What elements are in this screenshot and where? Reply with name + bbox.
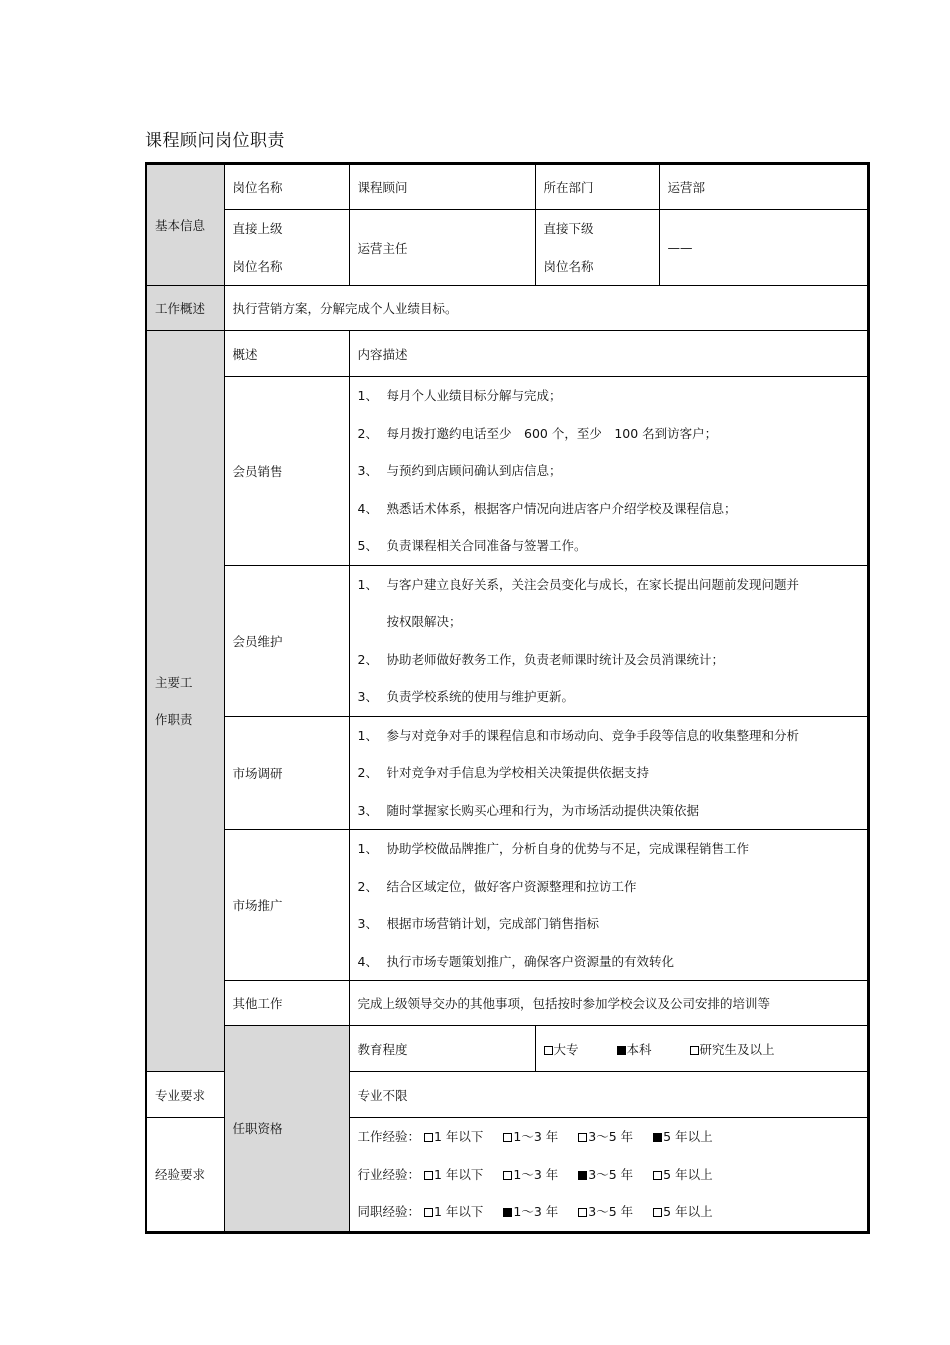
label-direct-superior bbox=[224, 210, 349, 286]
duty-item: 2、 每月拨打邀约电话至少 600 个，至少 100 名到访客户； bbox=[357, 425, 718, 441]
label-line: 直接下级 bbox=[543, 221, 594, 236]
duty-item: 1、 与客户建立良好关系，关注会员变化与成长，在家长提出问题前发现问题并 bbox=[357, 576, 800, 592]
overview-row bbox=[146, 286, 868, 331]
option-experience[interactable]: 3～5 年 bbox=[578, 1118, 633, 1156]
option-experience[interactable]: 1～3 年 bbox=[503, 1118, 558, 1156]
duty-group-label: 市场推广 bbox=[224, 830, 349, 981]
duty-item: 1、 每月个人业绩目标分解与完成； bbox=[357, 388, 562, 403]
checkbox-icon bbox=[424, 1133, 433, 1142]
duty-item: 3、 与预约到店顾问确认到店信息； bbox=[357, 463, 562, 478]
checkbox-icon bbox=[503, 1208, 512, 1217]
checkbox-icon bbox=[653, 1171, 662, 1180]
duty-group-items bbox=[349, 830, 868, 981]
education-options bbox=[535, 1026, 868, 1072]
checkbox-icon bbox=[503, 1133, 512, 1142]
duty-group-row bbox=[146, 377, 868, 566]
head-content: 内容描述 bbox=[349, 331, 868, 377]
duty-item: 4、 执行市场专题策划推广，确保客户资源量的有效转化 bbox=[357, 953, 675, 969]
job-description-table bbox=[145, 162, 870, 1234]
checkbox-icon bbox=[617, 1046, 626, 1055]
duty-item: 1、 协助学校做品牌推广，分析自身的优势与不足，完成课程销售工作 bbox=[357, 841, 750, 856]
option-experience[interactable]: 5 年以上 bbox=[653, 1193, 712, 1231]
option-experience[interactable]: 5 年以上 bbox=[653, 1118, 712, 1156]
value-direct-superior: 运营主任 bbox=[349, 210, 535, 286]
duty-group-row bbox=[146, 565, 868, 716]
option-experience[interactable]: 1 年以下 bbox=[424, 1193, 483, 1231]
checkbox-icon bbox=[578, 1133, 587, 1142]
experience-line: 行业经验： 1 年以下 1～3 年 3～5 年 5 年以上 bbox=[358, 1156, 860, 1194]
option-experience[interactable]: 1 年以下 bbox=[424, 1118, 483, 1156]
duty-item: 4、 熟悉话术体系，根据客户情况向进店客户介绍学校及课程信息； bbox=[357, 500, 737, 516]
duty-group-label: 会员维护 bbox=[224, 565, 349, 716]
duty-group-row bbox=[146, 716, 868, 830]
label-line: 岗位名称 bbox=[543, 258, 594, 274]
basic-row-1 bbox=[146, 164, 868, 210]
duty-other-text: 完成上级领导交办的其他事项，包括按时参加学校会议及公司安排的培训等 bbox=[349, 981, 868, 1026]
option-experience[interactable]: 1 年以下 bbox=[424, 1156, 483, 1194]
education-label: 教育程度 bbox=[349, 1026, 535, 1072]
section-overview: 工作概述 bbox=[146, 286, 224, 331]
document-title: 课程顾问岗位职责 bbox=[145, 131, 285, 151]
education-row bbox=[146, 1026, 868, 1072]
option-experience[interactable]: 3～5 年 bbox=[578, 1156, 633, 1194]
duty-item: 3、 负责学校系统的使用与维护更新。 bbox=[357, 689, 575, 704]
option-education[interactable]: 研究生及以上 bbox=[690, 1040, 775, 1058]
duty-item: 3、 随时掌握家长购买心理和行为，为市场活动提供决策依据 bbox=[357, 802, 700, 818]
duty-item: 按权限解决； bbox=[386, 614, 462, 629]
major-label: 专业要求 bbox=[146, 1072, 224, 1118]
duty-group-row bbox=[146, 830, 868, 981]
duty-item: 2、 结合区域定位，做好客户资源整理和拉访工作 bbox=[357, 878, 637, 894]
option-education[interactable]: 大专 bbox=[544, 1040, 579, 1058]
label-line: 直接上级 bbox=[232, 221, 283, 236]
checkbox-icon bbox=[503, 1171, 512, 1180]
head-overview: 概述 bbox=[224, 331, 349, 377]
basic-row-2 bbox=[146, 210, 868, 286]
section-main-duties bbox=[146, 331, 224, 1072]
overview-text: 执行营销方案，分解完成个人业绩目标。 bbox=[224, 286, 868, 331]
section-line: 作职责 bbox=[155, 712, 193, 727]
major-text: 专业不限 bbox=[349, 1072, 868, 1118]
label-department: 所在部门 bbox=[535, 164, 659, 210]
experience-label: 经验要求 bbox=[146, 1118, 224, 1233]
duty-group-items bbox=[349, 377, 868, 566]
duty-group-label: 市场调研 bbox=[224, 716, 349, 830]
option-experience[interactable]: 1～3 年 bbox=[503, 1156, 558, 1194]
label-line: 岗位名称 bbox=[232, 258, 283, 274]
duty-item: 2、 协助老师做好教务工作，负责老师课时统计及会员消课统计； bbox=[357, 651, 725, 667]
label-direct-subordinate bbox=[535, 210, 659, 286]
checkbox-icon bbox=[690, 1046, 699, 1055]
option-experience[interactable]: 3～5 年 bbox=[578, 1193, 633, 1231]
checkbox-icon bbox=[578, 1171, 587, 1180]
section-basic-info: 基本信息 bbox=[146, 164, 224, 286]
option-experience[interactable]: 1～3 年 bbox=[503, 1193, 558, 1231]
checkbox-icon bbox=[424, 1171, 433, 1180]
option-education[interactable]: 本科 bbox=[617, 1040, 652, 1058]
checkbox-icon bbox=[424, 1208, 433, 1217]
checkbox-icon bbox=[544, 1046, 553, 1055]
label-position-name: 岗位名称 bbox=[224, 164, 349, 210]
duty-item: 5、 负责课程相关合同准备与签署工作。 bbox=[357, 538, 587, 553]
duty-other-label: 其他工作 bbox=[224, 981, 349, 1026]
section-line: 主要工 bbox=[155, 674, 193, 690]
experience-options bbox=[349, 1118, 868, 1233]
duties-head-row bbox=[146, 331, 868, 377]
value-position-name: 课程顾问 bbox=[349, 164, 535, 210]
value-direct-subordinate: —— bbox=[659, 210, 868, 286]
duty-other-row bbox=[146, 981, 868, 1026]
checkbox-icon bbox=[653, 1133, 662, 1142]
checkbox-icon bbox=[653, 1208, 662, 1217]
duty-item: 3、 根据市场营销计划，完成部门销售指标 bbox=[357, 916, 600, 931]
duty-group-items bbox=[349, 716, 868, 830]
section-qualifications: 任职资格 bbox=[224, 1026, 349, 1233]
experience-line: 工作经验： 1 年以下 1～3 年 3～5 年 5 年以上 bbox=[358, 1118, 860, 1156]
duty-group-items bbox=[349, 565, 868, 716]
checkbox-icon bbox=[578, 1208, 587, 1217]
duty-item: 2、 针对竞争对手信息为学校相关决策提供依据支持 bbox=[357, 765, 650, 780]
value-department: 运营部 bbox=[659, 164, 868, 210]
experience-line: 同职经验： 1 年以下 1～3 年 3～5 年 5 年以上 bbox=[358, 1193, 860, 1231]
duty-group-label: 会员销售 bbox=[224, 377, 349, 566]
duty-item: 1、 参与对竞争对手的课程信息和市场动向、竞争手段等信息的收集整理和分析 bbox=[357, 727, 800, 743]
option-experience[interactable]: 5 年以上 bbox=[653, 1156, 712, 1194]
